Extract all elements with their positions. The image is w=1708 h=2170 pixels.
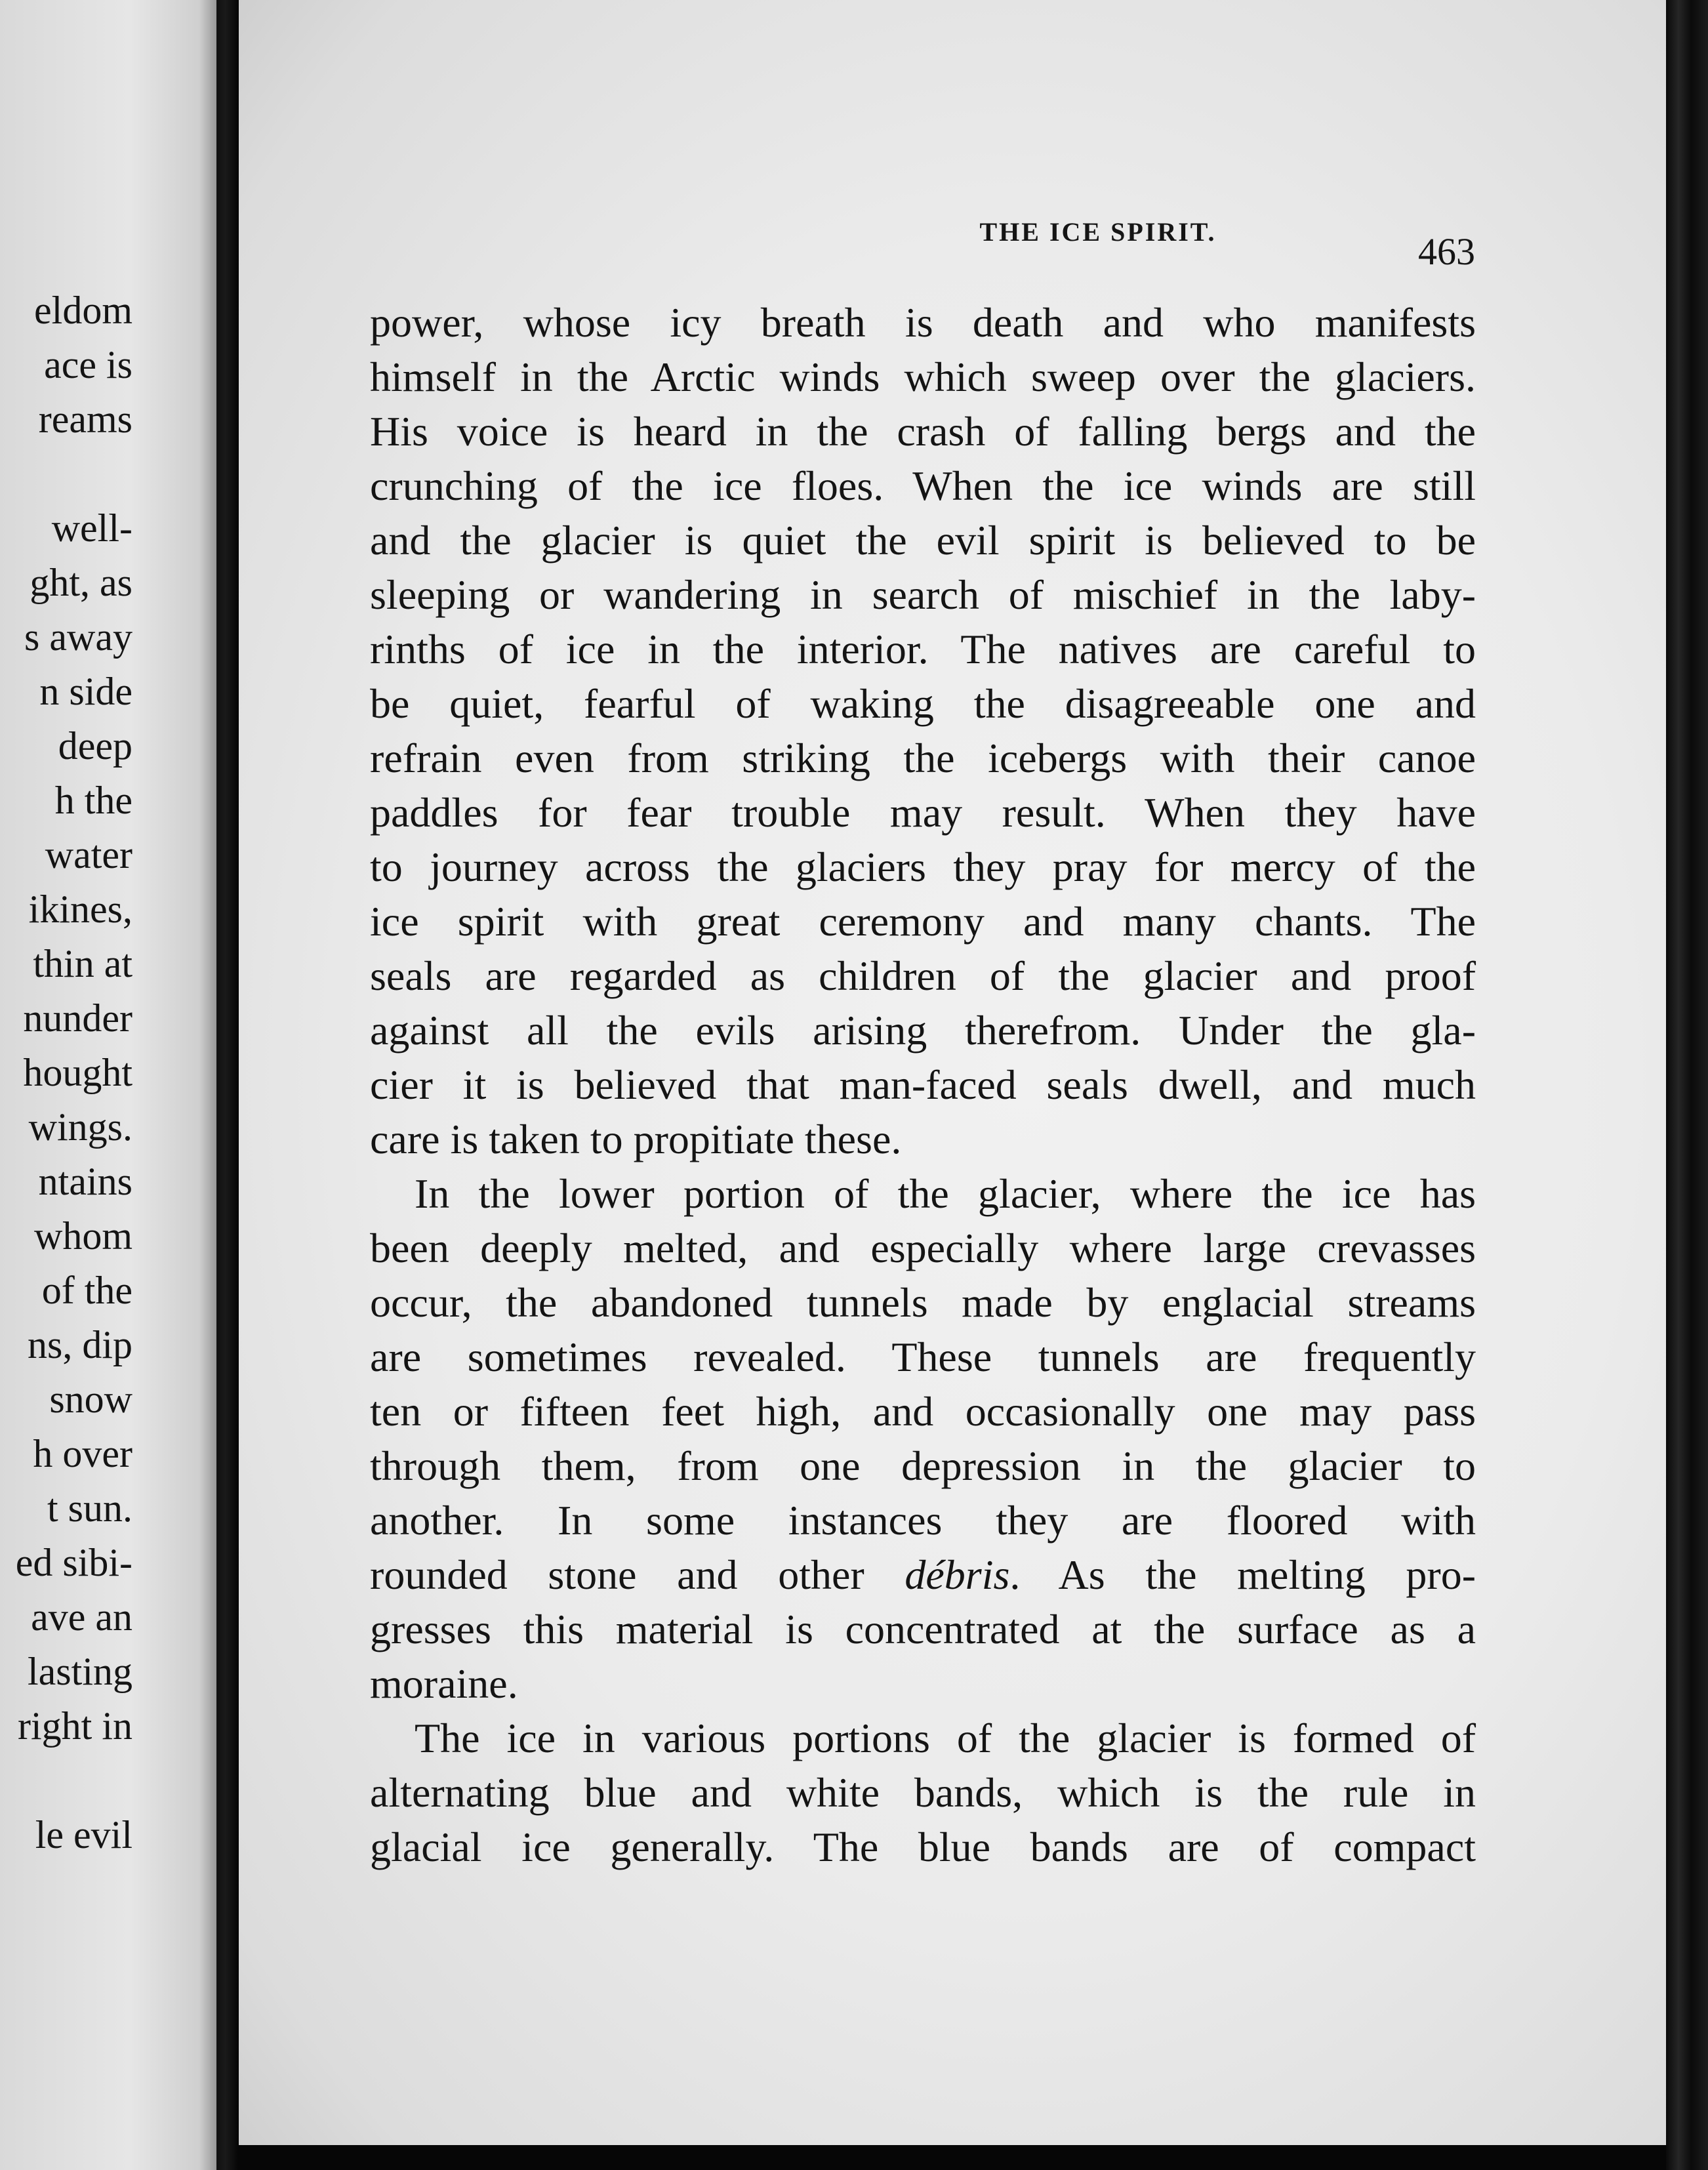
text-line: care is taken to propitiate these. xyxy=(370,1116,902,1162)
text-line: glacial ice generally. The blue bands are of compact xyxy=(370,1824,1476,1870)
text-line: sleeping or wandering in search of mischief in the laby- xyxy=(370,571,1476,618)
text-line: paddles for fear trouble may result. When they have xyxy=(370,789,1476,836)
text-line: seals are regarded as children of the glacier and proof xyxy=(370,952,1476,999)
left-facing-page xyxy=(0,0,216,2170)
text-fragment: . As the melting pro- xyxy=(1009,1551,1476,1598)
left-page-line: ns, dip xyxy=(27,1323,132,1366)
text-line: against all the evils arising therefrom. Under the gla- xyxy=(370,1007,1476,1054)
left-page-line: ed sibi- xyxy=(15,1541,132,1584)
text-line: another. In some instances they are floored with xyxy=(370,1497,1476,1544)
text-line: and the glacier is quiet the evil spirit is believed to be xyxy=(370,517,1476,563)
text-line: In the lower portion of the glacier, where the ice has xyxy=(415,1170,1476,1217)
text-line: to journey across the glaciers they pray for mercy of the xyxy=(370,844,1476,890)
left-page-line: le evil xyxy=(35,1813,132,1856)
text-line: The ice in various portions of the glacier is formed of xyxy=(415,1715,1476,1761)
text-line: power, whose icy breath is death and who manifests xyxy=(370,299,1476,346)
running-head: THE ICE SPIRIT. xyxy=(979,217,1217,247)
text-line: His voice is heard in the crash of falling bergs and the xyxy=(370,408,1476,455)
text-fragment: rounded stone and other xyxy=(370,1551,905,1598)
left-page-line: well- xyxy=(51,506,132,550)
right-page xyxy=(239,0,1666,2145)
left-page-line: water xyxy=(45,833,132,876)
left-page-line: snow xyxy=(49,1378,132,1421)
text-line: ten or fifteen feet high, and occasionally one may pass xyxy=(370,1388,1476,1435)
book-gutter xyxy=(216,0,239,2170)
left-page-line: reams xyxy=(38,398,132,441)
text-line: are sometimes revealed. These tunnels are frequently xyxy=(370,1334,1476,1380)
text-line: ice spirit with great ceremony and many chants. The xyxy=(370,898,1476,945)
text-line: moraine. xyxy=(370,1660,518,1707)
left-page-line: eldom xyxy=(34,289,132,332)
left-page-line: thin at xyxy=(33,942,132,985)
text-line: through them, from one depression in the glacier to xyxy=(370,1443,1476,1489)
text-line: refrain even from striking the icebergs with their canoe xyxy=(370,735,1476,781)
left-page-line: h over xyxy=(33,1432,132,1475)
page-edge xyxy=(1666,0,1708,2170)
text-line: be quiet, fearful of waking the disagreeable one and xyxy=(370,680,1476,727)
page-number: 463 xyxy=(1418,230,1475,273)
text-line: gresses this material is concentrated at the surface as a xyxy=(370,1606,1476,1652)
paragraph-3 xyxy=(370,1711,1476,1874)
left-page-line: t sun. xyxy=(47,1486,132,1530)
text-line: occur, the abandoned tunnels made by englacial streams xyxy=(370,1279,1476,1326)
left-page-line xyxy=(16,447,132,501)
text-line: crunching of the ice floes. When the ice winds are still xyxy=(370,462,1476,509)
left-page-line: ntains xyxy=(38,1160,132,1203)
text-line: alternating blue and white bands, which is the rule in xyxy=(370,1769,1476,1816)
paragraph-2 xyxy=(370,1166,1476,1711)
left-page-line: s away xyxy=(24,615,132,659)
left-page-line: deep xyxy=(58,724,132,768)
left-page-line: of the xyxy=(41,1269,132,1312)
left-page-line: right in xyxy=(18,1704,132,1748)
left-page-line: h the xyxy=(54,779,132,822)
left-page-line: wings. xyxy=(28,1105,132,1149)
left-page-line: hought xyxy=(23,1051,132,1094)
left-page-line: lasting xyxy=(28,1650,132,1693)
text-line-with-italic xyxy=(370,1547,1476,1602)
text-line: rinths of ice in the interior. The natives are careful to xyxy=(370,626,1476,672)
italic-word: débris xyxy=(905,1551,1010,1598)
left-page-line: nunder xyxy=(23,996,132,1040)
left-page-line: ikines, xyxy=(28,888,132,931)
left-page-text xyxy=(16,283,132,1862)
text-line: been deeply melted, and especially where large crevasses xyxy=(370,1225,1476,1271)
left-page-line: ave an xyxy=(31,1595,132,1639)
left-page-line xyxy=(16,1753,132,1808)
left-page-line: ght, as xyxy=(30,561,132,604)
left-page-line: whom xyxy=(34,1214,132,1258)
text-line: himself in the Arctic winds which sweep over the glaciers. xyxy=(370,354,1476,400)
paragraph-1 xyxy=(370,295,1476,1166)
body-text xyxy=(370,295,1476,1874)
left-page-line: ace is xyxy=(44,343,132,386)
text-line: cier it is believed that man-faced seals dwell, and much xyxy=(370,1061,1476,1108)
left-page-line: n side xyxy=(39,670,132,713)
